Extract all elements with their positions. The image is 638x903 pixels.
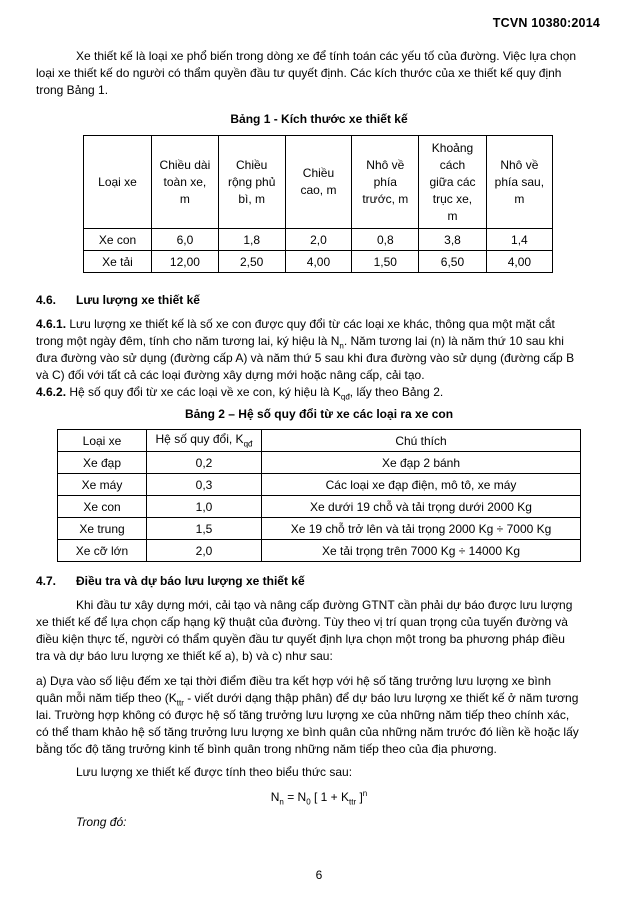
paragraph-text: trong một ngày đêm, tính cho năm tương lai, ký hiệu là N [36, 334, 340, 348]
table1-header-cell: Loại xe [84, 136, 152, 229]
formula-part: = N [283, 790, 307, 804]
paragraph-text: Lưu lượng xe thiết kế được tính theo biểu thức sau: [76, 765, 353, 779]
table2-cell: Xe dưới 19 chỗ và tải trọng dưới 2000 Kg [262, 496, 581, 518]
table1-header-cell: Khoảng cách giữa các trục xe, m [419, 136, 487, 229]
table2-row [58, 452, 581, 474]
formula-subscript: 0 [306, 797, 311, 807]
table1-row [84, 229, 553, 251]
table2-cell: Xe máy [58, 474, 147, 496]
table1-cell: Xe con [84, 229, 152, 251]
section-4-6-1-line1 [36, 316, 606, 333]
section-4-6-1-line4 [36, 367, 606, 384]
table1-cell: Xe tải [84, 251, 152, 273]
subscript: ttr [176, 698, 184, 708]
section-4-6-2 [36, 384, 606, 405]
table1-cell: 4,00 [285, 251, 352, 273]
table1-cell: 3,8 [419, 229, 487, 251]
section-number: 4.6. [36, 293, 57, 307]
table1-header-cell: Chiều cao, m [285, 136, 352, 229]
paragraph-text: Trong đó: [76, 815, 127, 829]
formula-intro [36, 764, 606, 781]
section-title: Lưu lượng xe thiết kế [76, 293, 200, 307]
table1-header-cell: Nhô về phía sau, m [486, 136, 552, 229]
paragraph-text: đưa đường vào sử dụng (đường cấp A) và năm thứ 5 sau khi đưa đường vào sử dụng (đường cấp B [36, 351, 575, 365]
paragraph-text: - viết dưới dạng thập phân) để dự báo lưu lượng xe thiết kế ở năm tương [183, 691, 579, 705]
intro-line-1: Xe thiết kế là loại xe phổ biến trong dòng xe để tính toán các yếu tố của đường. Việc lựa chọn [76, 49, 577, 63]
intro-line-2: loại xe thiết kế do người có thẩm quyền đầu tư quyết định. Các kích thước của xe thiết kế quy định [36, 66, 562, 80]
subscript: qđ [340, 392, 350, 402]
table2-cell: Các loại xe đạp điện, mô tô, xe máy [262, 474, 581, 496]
table2-cell: 0,2 [147, 452, 262, 474]
formula-exponent: n [362, 789, 368, 798]
table1-cell: 1,8 [218, 229, 285, 251]
table2-row [58, 518, 581, 540]
table1-cell: 12,00 [152, 251, 219, 273]
paragraph-text: a) Dựa vào số liệu đếm xe tại thời điểm điều tra kết hợp với hệ số tăng trưởng lưu lượng xe bình [36, 674, 552, 688]
paragraph-text: có thể tham khảo hệ số tăng trưởng lưu lượng xe bình quân của những năm trước đó liền kề hoặc lấy [36, 725, 579, 739]
section-4-6-heading [36, 292, 606, 309]
paragraph-text: Hệ số quy đổi từ xe các loại về xe con, ký hiệu là K [69, 385, 341, 399]
table1-header-cell: Chiều dài toàn xe, m [152, 136, 219, 229]
section-4-6-1-line3 [36, 350, 606, 367]
table2-cell: Xe trung [58, 518, 147, 540]
paragraph-text: điều kiện thực tế, người có thẩm quyền đầu tư quyết định lựa chọn một trong ba phương pháp điều [36, 632, 565, 646]
table1-cell: 1,4 [486, 229, 552, 251]
subsection-number: 4.6.2. [36, 385, 67, 399]
table2-header-cell: Loại xe [58, 430, 147, 452]
item-a-line4 [36, 724, 606, 741]
table2-row [58, 496, 581, 518]
section-4-7-heading [36, 573, 606, 590]
table2-cell: 1,0 [147, 496, 262, 518]
table2-header-cell: Hệ số quy đổi, $K_{qđ}$ [147, 430, 262, 452]
section-4-7-line1 [36, 597, 606, 614]
table2-cell: Xe 19 chỗ trở lên và tải trọng 2000 Kg ÷ 7000 Kg [262, 518, 581, 540]
paragraph-text: quân mỗi năm tiếp theo (K [36, 691, 177, 705]
paragraph-text: Lưu lượng xe thiết kế là số xe con được quy đổi từ các loại xe khác, thông qua một mặt cắt [69, 317, 555, 331]
table2-cell: Xe con [58, 496, 147, 518]
paragraph-text: xe thiết kế để lựa chọn cấp hạng kỹ thuật của đường. Tùy theo vị trí quan trọng của tuyến đường và [36, 615, 568, 629]
table2-row [58, 474, 581, 496]
table1-cell: 2,0 [285, 229, 352, 251]
table1-header-row [84, 136, 553, 229]
table1-cell: 6,0 [152, 229, 219, 251]
intro-paragraph [36, 48, 606, 65]
table2-cell: Xe đạp 2 bánh [262, 452, 581, 474]
section-title: Điều tra và dự báo lưu lượng xe thiết kế [76, 574, 305, 588]
formula-part: ] [356, 790, 363, 804]
paragraph-text: . Năm tương lai (n) là năm thứ 10 sau khi [343, 334, 564, 348]
table2-cell: 1,5 [147, 518, 262, 540]
page-number: 6 [315, 868, 323, 882]
subsection-number: 4.6.1. [36, 317, 67, 331]
table2-row [58, 540, 581, 562]
table2-cell: 0,3 [147, 474, 262, 496]
formula-subscript: n [279, 797, 284, 807]
paragraph-text: lai. Trường hợp không có được hệ số tăng trưởng lưu lượng xe của những năm tiếp theo chính xác, [36, 708, 570, 722]
traffic-formula [0, 789, 638, 806]
table2-cell: Xe cỡ lớn [58, 540, 147, 562]
table1-cell: 4,00 [486, 251, 552, 273]
paragraph-text: Khi đầu tư xây dựng mới, cải tạo và nâng cấp đường GTNT cần phải dự báo được lưu lượng [76, 598, 573, 612]
table2-cell: 2,0 [147, 540, 262, 562]
section-4-7-line4 [36, 648, 606, 665]
section-number: 4.7. [36, 574, 57, 588]
item-a-line5 [36, 741, 606, 758]
trong-do-label [36, 814, 606, 831]
table1-vehicle-dimensions [83, 135, 553, 273]
formula-subscript: ttr [349, 797, 357, 807]
section-4-7-line3 [36, 631, 606, 648]
table2-header-cell: Chú thích [262, 430, 581, 452]
table1-cell: 6,50 [419, 251, 487, 273]
paragraph-text: tra và dự báo lưu lượng xe thiết kế a), b) và c) như sau: [36, 649, 333, 663]
standard-code-header: TCVN 10380:2014 [492, 16, 600, 30]
table2-cell: Xe tải trọng trên 7000 Kg ÷ 14000 Kg [262, 540, 581, 562]
item-a-line1 [36, 673, 606, 690]
table1-header-cell: Nhô về phía trước, m [352, 136, 419, 229]
formula-part: N [270, 790, 280, 804]
table1-cell: 1,50 [352, 251, 419, 273]
table1-row [84, 251, 553, 273]
table1-cell: 0,8 [352, 229, 419, 251]
table2-conversion-factors [57, 429, 581, 562]
table2-caption: Bảng 2 – Hệ số quy đổi từ xe các loại ra xe con [184, 407, 454, 421]
intro-line-3-wrap [36, 82, 606, 99]
table1-header-cell: Chiều rộng phủ bì, m [218, 136, 285, 229]
table1-caption: Bảng 1 - Kích thước xe thiết kế [230, 112, 408, 126]
formula-part: [ 1 + K [310, 790, 350, 804]
intro-line-3: trong Bảng 1. [36, 83, 109, 97]
table1-cell: 2,50 [218, 251, 285, 273]
subscript: n [339, 341, 344, 351]
item-a-line3 [36, 707, 606, 724]
table2-cell: Xe đạp [58, 452, 147, 474]
table2-header-row [58, 430, 581, 452]
section-4-7-line2 [36, 614, 606, 631]
paragraph-text: và C) đối với tất cả các loại đường xây dựng mới hoặc nâng cấp, cải tạo. [36, 368, 425, 382]
paragraph-text: bằng tốc độ tăng trưởng kinh tế bình quân trong những năm tiếp theo của địa phương. [36, 742, 497, 756]
intro-line-2-wrap [36, 65, 606, 82]
paragraph-text: , lấy theo Bảng 2. [349, 385, 444, 399]
